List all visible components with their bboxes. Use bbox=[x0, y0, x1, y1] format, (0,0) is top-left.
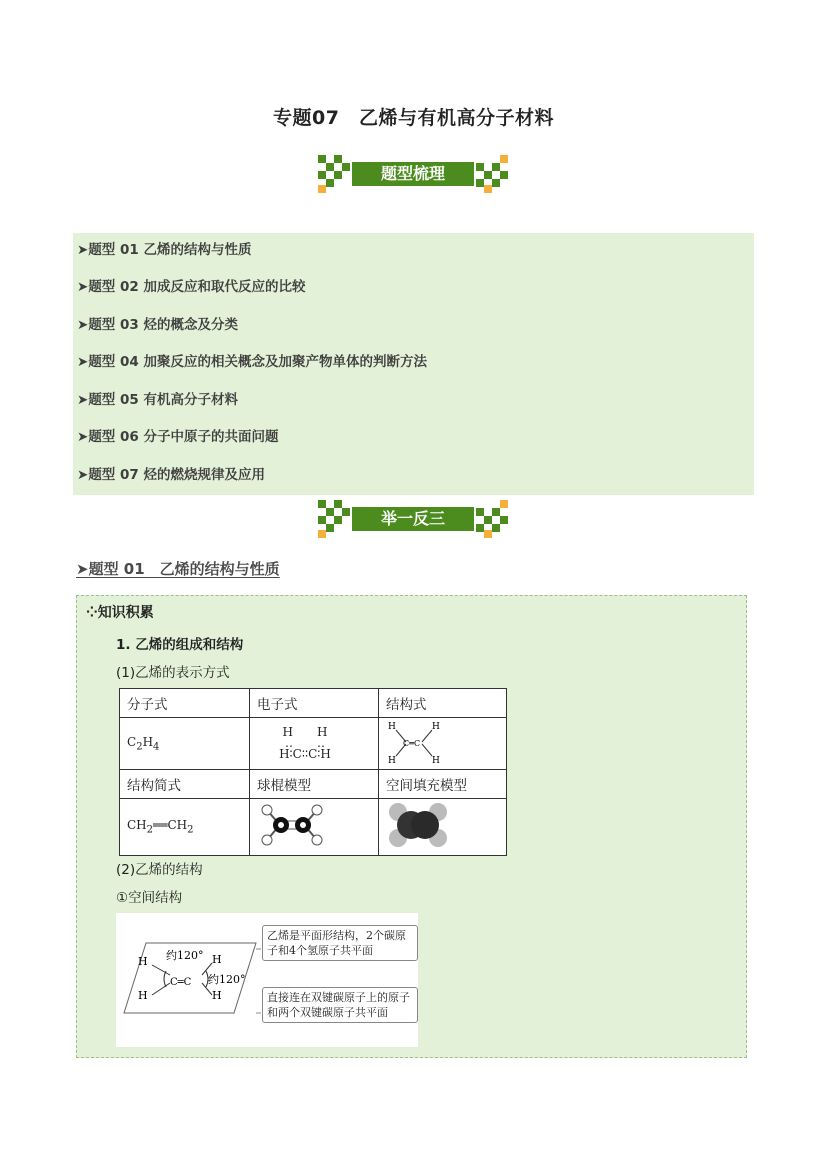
paragraph: (1)乙烯的表示方式 bbox=[116, 665, 230, 681]
molecular-formula: $C_2H_4$ bbox=[120, 718, 250, 770]
table-header: 球棍模型 bbox=[250, 770, 379, 799]
paragraph: (2)乙烯的结构 bbox=[116, 862, 203, 878]
svg-text:H: H bbox=[432, 755, 440, 764]
svg-text:C═C: C═C bbox=[170, 977, 192, 988]
table-header: 结构式 bbox=[379, 689, 507, 718]
svg-text:H: H bbox=[212, 953, 222, 966]
space-filling-model-image bbox=[386, 802, 450, 848]
svg-text:H: H bbox=[138, 955, 148, 968]
section-heading: ➤题型 01 乙烯的结构与性质 bbox=[76, 560, 280, 578]
ethylene-spatial-structure-figure bbox=[116, 913, 418, 1047]
table-header: 分子式 bbox=[120, 689, 250, 718]
knowledge-label: ⁘知识积累 bbox=[86, 605, 154, 621]
section-banner-overview bbox=[318, 155, 508, 193]
ethylene-representation-table bbox=[119, 688, 507, 856]
toc-item[interactable]: ➤题型 04 加聚反应的相关概念及加聚产物单体的判断方法 bbox=[77, 354, 427, 370]
svg-text:约120°: 约120° bbox=[166, 949, 204, 962]
toc-item[interactable]: ➤题型 01 乙烯的结构与性质 bbox=[77, 242, 252, 258]
simplified-formula: $CH_2══CH_2$ bbox=[120, 799, 250, 856]
toc-item[interactable]: ➤题型 06 分子中原子的共面问题 bbox=[77, 429, 279, 445]
callout-note: 乙烯是平面形结构，2个碳原子和4个氢原子共平面 bbox=[262, 925, 418, 961]
svg-text:H: H bbox=[138, 989, 148, 1002]
electron-formula: H H ‥ ‥ H∶C∶∶C∶H bbox=[250, 718, 379, 770]
toc-item[interactable]: ➤题型 07 烃的燃烧规律及应用 bbox=[77, 467, 265, 483]
subheading: 1. 乙烯的组成和结构 bbox=[116, 637, 244, 653]
svg-text:C═C: C═C bbox=[403, 738, 421, 748]
ball-stick-model bbox=[250, 799, 379, 856]
callout-note: 直接连在双键碳原子上的原子和两个双键碳原子共平面 bbox=[262, 987, 418, 1023]
table-header: 结构简式 bbox=[120, 770, 250, 799]
structural-formula bbox=[379, 718, 507, 770]
toc-item[interactable]: ➤题型 02 加成反应和取代反应的比较 bbox=[77, 279, 306, 295]
svg-text:H: H bbox=[388, 755, 396, 764]
section-banner-practice bbox=[318, 500, 508, 538]
banner-label: 题型梳理 bbox=[352, 162, 474, 186]
ball-stick-model-image bbox=[257, 802, 327, 848]
toc-item[interactable]: ➤题型 03 烃的概念及分类 bbox=[77, 317, 238, 333]
svg-text:H: H bbox=[212, 989, 222, 1002]
page-title: 专题07 乙烯与有机高分子材料 bbox=[273, 107, 554, 129]
table-header: 空间填充模型 bbox=[379, 770, 507, 799]
banner-label: 举一反三 bbox=[352, 507, 474, 531]
svg-text:H: H bbox=[388, 721, 396, 732]
table-header: 电子式 bbox=[250, 689, 379, 718]
space-filling-model bbox=[379, 799, 507, 856]
toc-item[interactable]: ➤题型 05 有机高分子材料 bbox=[77, 392, 238, 408]
svg-text:H: H bbox=[432, 721, 440, 732]
paragraph: ①空间结构 bbox=[116, 890, 183, 906]
topic-list bbox=[73, 233, 754, 495]
svg-text:约120°: 约120° bbox=[208, 973, 246, 986]
